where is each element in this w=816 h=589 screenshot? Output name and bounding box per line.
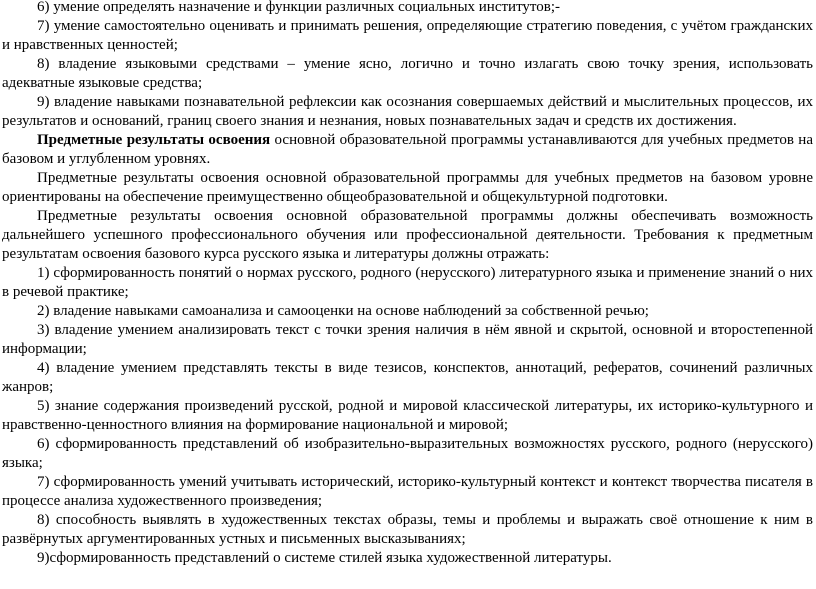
paragraph-item-8-language-means: 8) владение языковыми средствами – умение ясно, логично и точно излагать свою точку зрения, использовать адекватные языковые средства;: [2, 56, 813, 91]
list-item-4-text-genres: 4) владение умением представлять тексты в виде тезисов, конспектов, аннотаций, рефератов, сочинений различных жанров;: [2, 360, 813, 395]
list-item-6-expressive-means: 6) сформированность представлений об изобразительно-выразительных возможностях русского, родного (нерусского) языка;: [2, 436, 813, 471]
subject-results-intro-text: основной образовательной программы устанавливаются для учебных предметов на базовом и углубленном уровнях.: [2, 132, 813, 167]
subject-results-heading: Предметные результаты освоения: [37, 132, 271, 148]
paragraph-basic-level-orientation: Предметные результаты освоения основной образовательной программы для учебных предметов на базовом уровне ориентированы на обеспечение преимущественно общеобразовательной и общекультурной подготовки.: [2, 170, 813, 205]
paragraph-item-7-decision-making: 7) умение самостоятельно оценивать и принимать решения, определяющие стратегию поведения, с учётом гражданских и нравственных ценностей;: [2, 18, 813, 53]
paragraph-requirements: Предметные результаты освоения основной образовательной программы должны обеспечивать возможность дальнейшего успешного профессионального обучения или профессиональной деятельности. Требования к предметным результатам освоения базового курса русского языка и литературы должны отражать:: [2, 208, 813, 262]
list-item-5-literature-knowledge: 5) знание содержания произведений русской, родной и мировой классической литературы, их историко-культурного и нравственно-ценностного влияния на формирование национальной и мировой;: [2, 398, 813, 433]
list-item-2-self-analysis: 2) владение навыками самоанализа и самооценки на основе наблюдений за собственной речью;: [37, 303, 649, 319]
list-item-9-styles-system: 9)сформированность представлений о системе стилей языка художественной литературы.: [37, 550, 612, 566]
list-item-3-text-analysis: 3) владение умением анализировать текст с точки зрения наличия в нём явной и скрытой, основной и второстепенной информации;: [2, 322, 813, 357]
paragraph-subject-results-intro: [2, 131, 813, 169]
list-item-7-historical-context: 7) сформированность умений учитывать исторический, историко-культурный контекст и контекст творчества писателя в процессе анализа художественного произведения;: [2, 474, 813, 509]
list-item-1-language-norms: 1) сформированность понятий о нормах русского, родного (нерусского) литературного языка и применение знаний о них в речевой практике;: [2, 265, 813, 300]
list-item-8-images-themes: 8) способность выявлять в художественных текстах образы, темы и проблемы и выражать своё отношение к ним в развёрнутых аргументированных устных и письменных высказываниях;: [2, 512, 813, 547]
paragraph-item-6-social-institutions: 6) умение определять назначение и функции различных социальных институтов;-: [37, 0, 561, 15]
paragraph-item-9-reflection: 9) владение навыками познавательной рефлексии как осознания совершаемых действий и мыслительных процессов, их результатов и оснований, границ своего знания и незнания, новых познавательных задач и средств их достижения.: [2, 94, 813, 129]
